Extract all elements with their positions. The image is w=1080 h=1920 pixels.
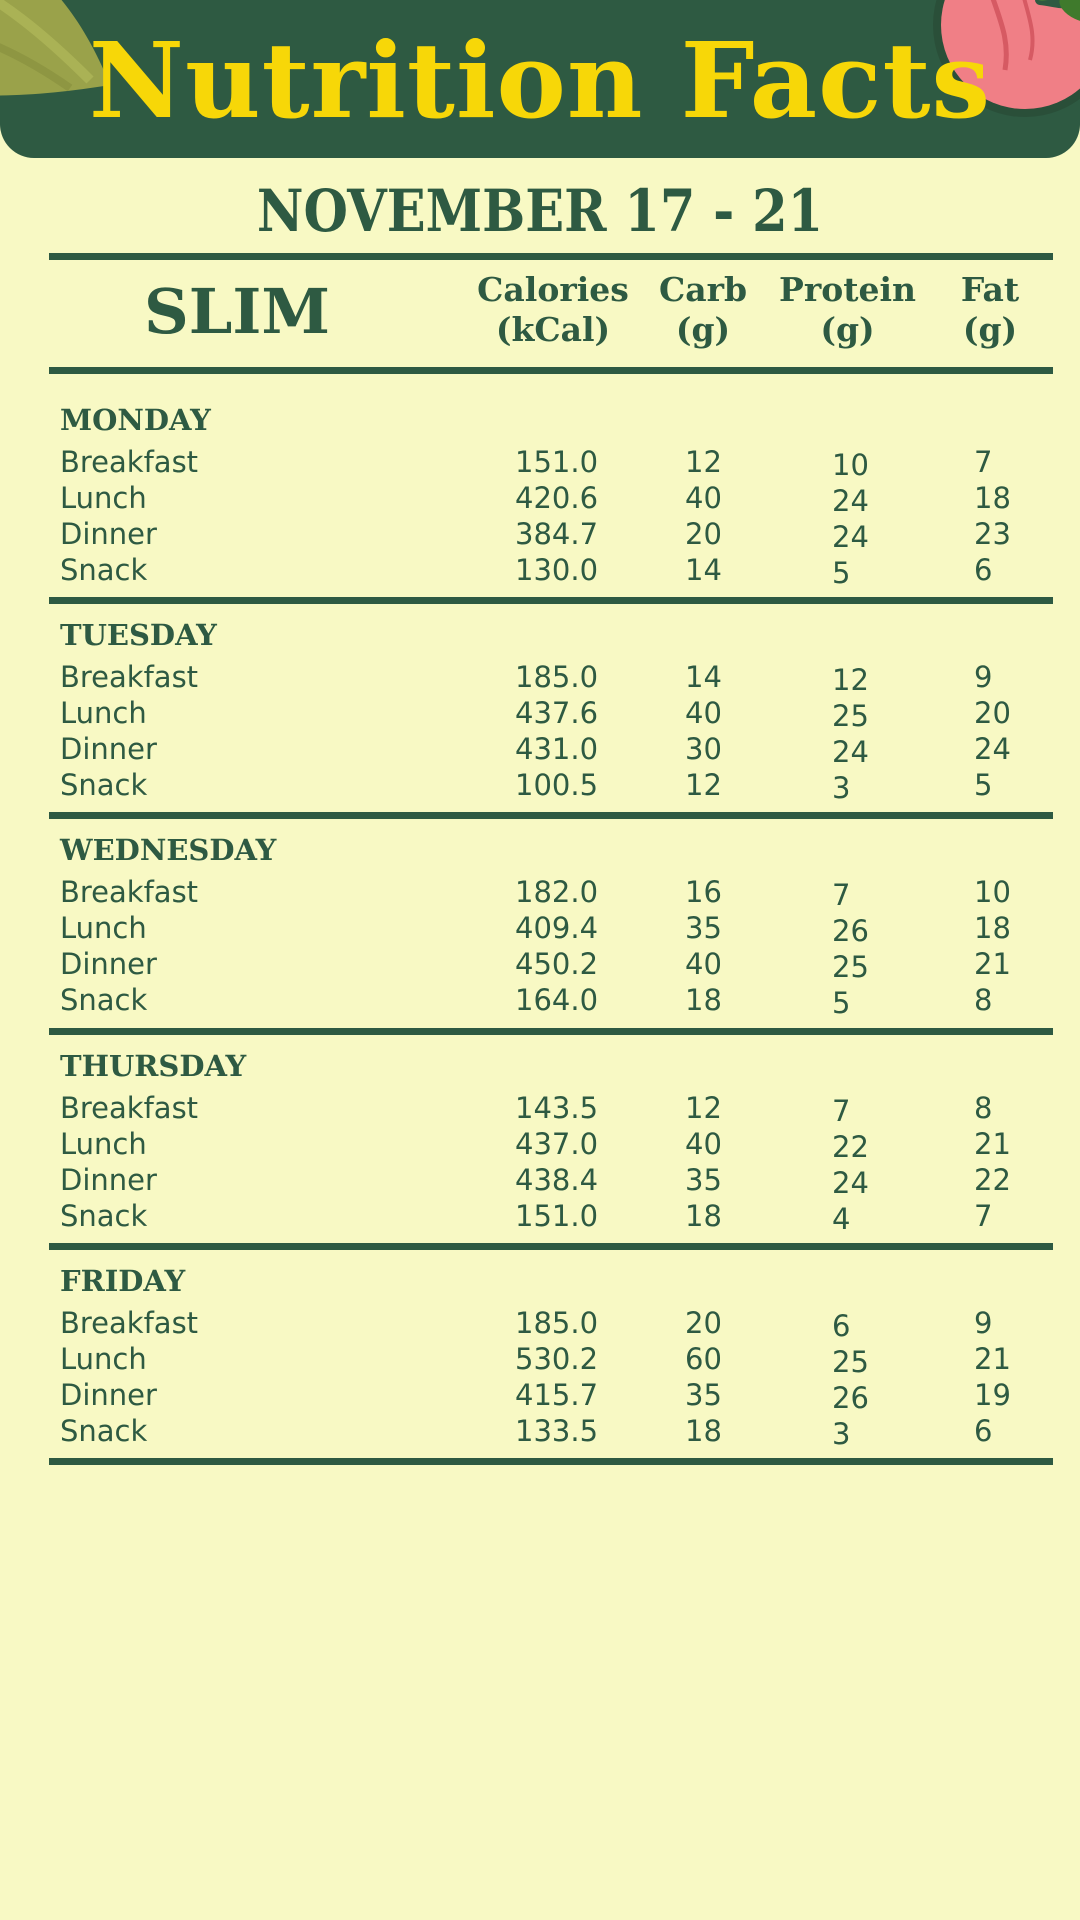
meal-name: Breakfast [60,445,199,479]
table-row [0,480,1080,516]
meal-name: Breakfast [60,1091,199,1125]
column-header-unit: (g) [820,310,875,349]
meal-name: Breakfast [60,875,199,909]
fat-value: 6 [974,1414,993,1448]
table-row [0,731,1080,767]
carb-value: 18 [685,983,722,1017]
divider [49,597,1053,604]
meal-name: Breakfast [60,1306,199,1340]
divider [49,253,1053,260]
calories-value: 415.7 [515,1378,599,1412]
protein-value: 24 [832,520,869,554]
carb-value: 30 [685,732,722,766]
empty-footer-area [0,1470,1080,1920]
meal-name: Snack [60,1414,148,1448]
day-name: WEDNESDAY [60,833,277,867]
table-row [0,516,1080,552]
divider [49,1458,1053,1465]
protein-value: 24 [832,1166,869,1200]
day-section-wednesday [0,832,1080,1032]
calories-value: 437.0 [515,1127,599,1161]
carb-value: 40 [685,947,722,981]
calories-value: 420.6 [515,481,599,515]
calories-value: 133.5 [515,1414,599,1448]
meal-name: Snack [60,983,148,1017]
carb-value: 40 [685,696,722,730]
fat-value: 8 [974,983,993,1017]
fat-value: 23 [974,517,1011,551]
carb-value: 16 [685,875,722,909]
page-title: Nutrition Facts [88,19,992,142]
day-name: FRIDAY [60,1264,186,1298]
column-header-unit: (g) [675,310,731,349]
day-name: THURSDAY [60,1049,247,1083]
carb-value: 12 [685,768,722,802]
meal-name: Lunch [60,911,147,945]
fat-value: 18 [974,911,1011,945]
table-row [0,910,1080,946]
carb-value: 35 [685,1163,722,1197]
fat-value: 19 [974,1378,1011,1412]
meal-name: Lunch [60,696,147,730]
table-row [0,444,1080,480]
column-header-fat [930,270,1050,350]
divider [49,367,1053,374]
protein-value: 26 [832,1381,869,1415]
calories-value: 450.2 [515,947,599,981]
calories-value: 431.0 [515,732,599,766]
table-row [0,1090,1080,1126]
divider [49,1243,1053,1250]
protein-value: 3 [832,771,851,805]
meal-name: Snack [60,1199,148,1233]
column-header-calories [468,270,638,350]
day-section-friday [0,1263,1080,1463]
meal-name: Snack [60,768,148,802]
calories-value: 409.4 [515,911,599,945]
meal-name: Dinner [60,517,157,551]
protein-value: 10 [832,448,869,482]
table-row [0,695,1080,731]
table-row [0,1126,1080,1162]
column-header-line: Fat [960,270,1020,309]
column-header-unit: (g) [962,310,1018,349]
protein-value: 7 [832,878,851,912]
protein-value: 24 [832,484,869,518]
fat-value: 24 [974,732,1011,766]
protein-value: 6 [832,1309,851,1343]
protein-value: 25 [832,699,869,733]
protein-value: 7 [832,1094,851,1128]
fat-value: 21 [974,1127,1011,1161]
calories-value: 151.0 [515,1199,599,1233]
date-range: NOVEMBER 17 - 21 [256,177,824,245]
carb-value: 40 [685,1127,722,1161]
protein-value: 4 [832,1202,851,1236]
fat-value: 18 [974,481,1011,515]
carb-value: 35 [685,911,722,945]
divider [49,1028,1053,1035]
table-row [0,552,1080,588]
calories-value: 185.0 [515,660,599,694]
carb-value: 12 [685,1091,722,1125]
fat-value: 10 [974,875,1011,909]
carb-value: 20 [685,517,722,551]
table-row [0,767,1080,803]
protein-value: 5 [832,986,851,1020]
fat-value: 22 [974,1163,1011,1197]
column-header-carb [643,270,763,350]
fat-value: 21 [974,1342,1011,1376]
fat-value: 9 [974,1306,993,1340]
fat-value: 9 [974,660,993,694]
column-header-protein [775,270,920,350]
day-section-monday [0,402,1080,602]
fat-value: 6 [974,553,993,587]
plan-label: SLIM [144,275,330,348]
table-row [0,1305,1080,1341]
protein-value: 5 [832,556,851,590]
fat-value: 20 [974,696,1011,730]
fat-value: 5 [974,768,993,802]
protein-value: 24 [832,735,869,769]
protein-value: 25 [832,950,869,984]
table-row [0,874,1080,910]
calories-value: 530.2 [515,1342,599,1376]
meal-name: Breakfast [60,660,199,694]
table-row [0,982,1080,1018]
day-name: TUESDAY [60,618,217,652]
carb-value: 14 [685,660,722,694]
carb-value: 20 [685,1306,722,1340]
meal-name: Lunch [60,481,147,515]
column-header-line: Carb [658,270,748,309]
carb-value: 18 [685,1199,722,1233]
table-row [0,1198,1080,1234]
day-name: MONDAY [60,403,211,437]
table-row [0,1341,1080,1377]
table-row [0,946,1080,982]
table-row [0,1413,1080,1449]
calories-value: 143.5 [515,1091,599,1125]
divider [49,812,1053,819]
calories-value: 438.4 [515,1163,599,1197]
meal-name: Dinner [60,732,157,766]
carb-value: 14 [685,553,722,587]
carb-value: 35 [685,1378,722,1412]
meal-name: Dinner [60,1163,157,1197]
day-section-thursday [0,1048,1080,1248]
calories-value: 130.0 [515,553,599,587]
calories-value: 164.0 [515,983,599,1017]
protein-value: 26 [832,914,869,948]
protein-value: 12 [832,663,869,697]
calories-value: 100.5 [515,768,599,802]
carb-value: 18 [685,1414,722,1448]
protein-value: 25 [832,1345,869,1379]
fat-value: 7 [974,1199,993,1233]
meal-name: Lunch [60,1127,147,1161]
fat-value: 7 [974,445,993,479]
calories-value: 185.0 [515,1306,599,1340]
column-header-line: Calories [477,270,629,309]
column-header-line: Protein [779,270,916,309]
meal-name: Snack [60,553,148,587]
table-row [0,1162,1080,1198]
table-row [0,1377,1080,1413]
carb-value: 40 [685,481,722,515]
fat-value: 21 [974,947,1011,981]
meal-name: Dinner [60,947,157,981]
meal-name: Lunch [60,1342,147,1376]
calories-value: 151.0 [515,445,599,479]
carb-value: 60 [685,1342,722,1376]
calories-value: 384.7 [515,517,599,551]
protein-value: 3 [832,1417,851,1451]
calories-value: 182.0 [515,875,599,909]
calories-value: 437.6 [515,696,599,730]
carb-value: 12 [685,445,722,479]
protein-value: 22 [832,1130,869,1164]
table-row [0,659,1080,695]
meal-name: Dinner [60,1378,157,1412]
day-section-tuesday [0,617,1080,817]
fat-value: 8 [974,1091,993,1125]
column-header-unit: (kCal) [495,310,611,349]
header-band [0,0,1080,158]
